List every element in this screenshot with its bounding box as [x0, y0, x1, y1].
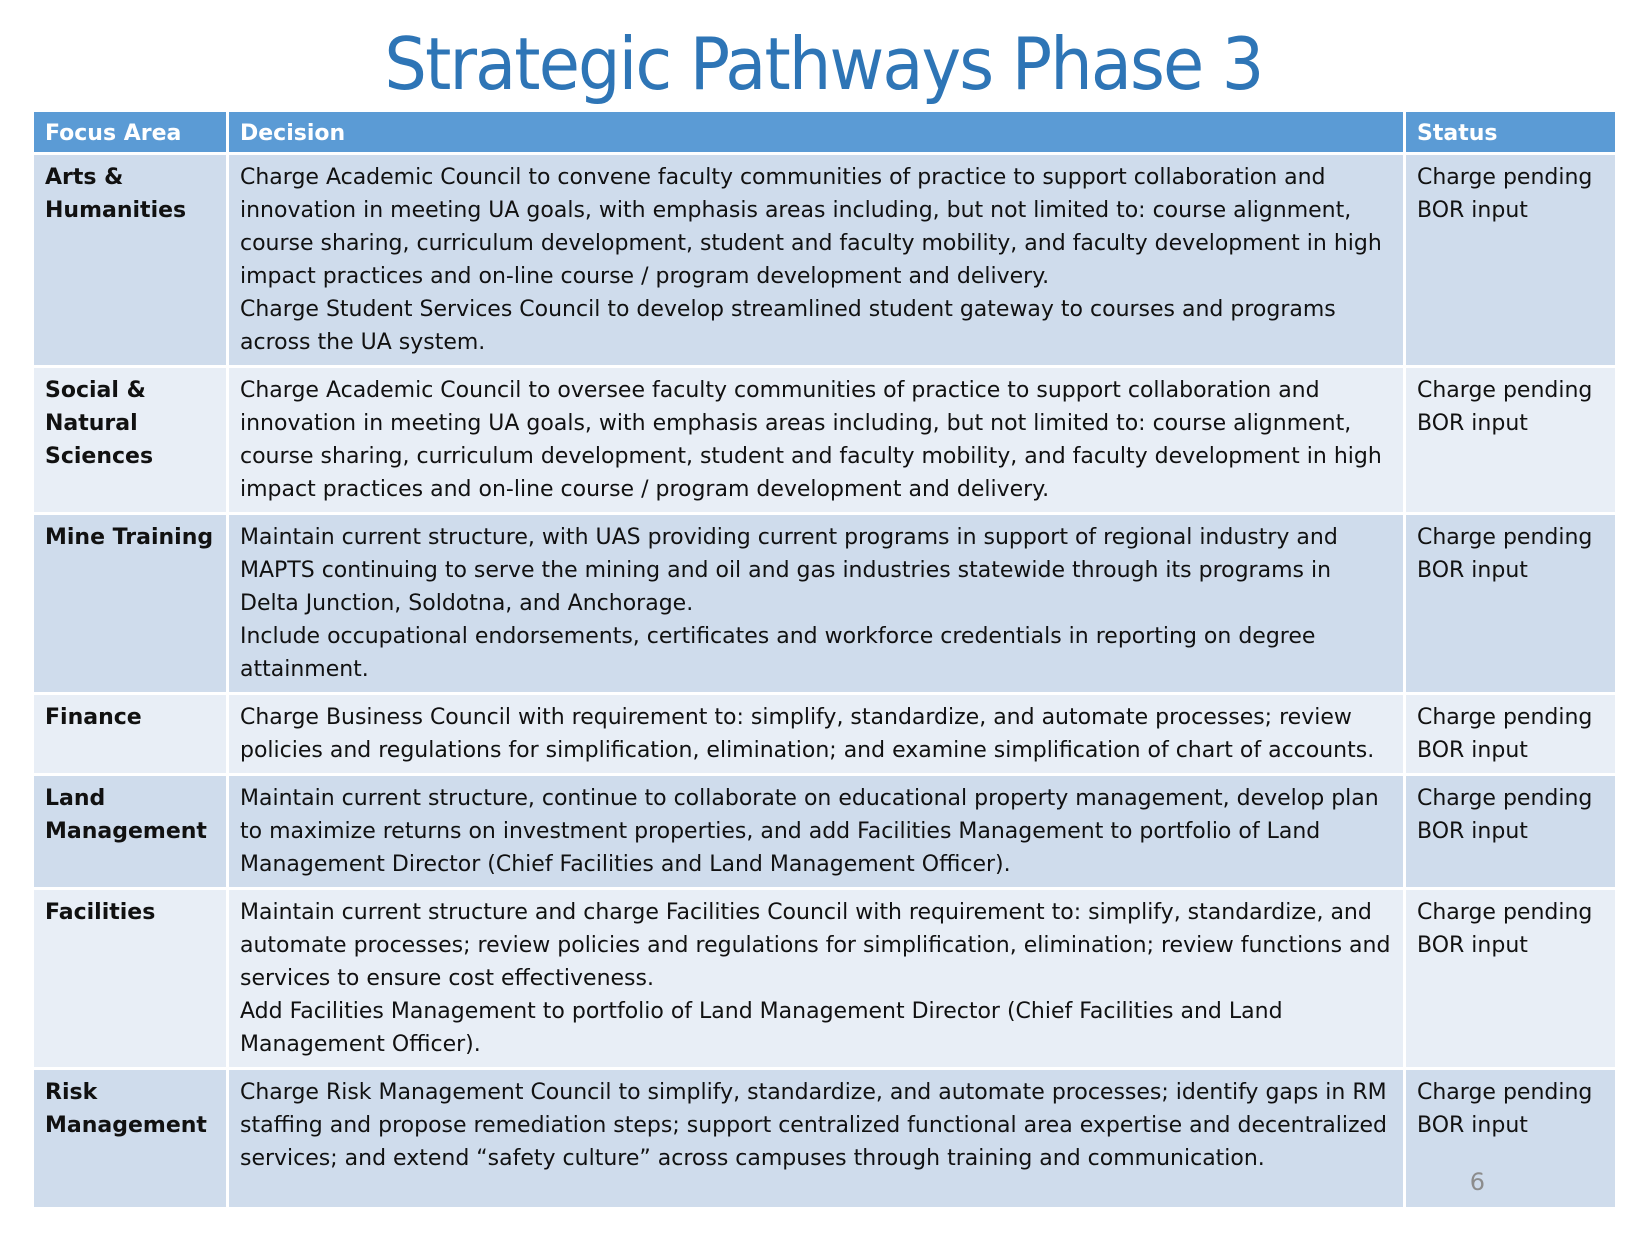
header-decision: Decision — [229, 112, 1406, 155]
decision-paragraph: Include occupational endorsements, certificates and workforce credentials in reporting on degree attainment. — [240, 624, 1316, 682]
page-number: 6 — [1469, 1168, 1485, 1196]
status-cell: Charge pending BOR input — [1406, 890, 1615, 1070]
table-row — [34, 890, 1615, 1070]
decision-cell — [229, 155, 1406, 368]
decision-paragraph: Maintain current structure, continue to collaborate on educational property management, develop plan to maximize returns on investment properties, and add Facilities Management to portfolio of Land Management Director (Chief Facilities and Land Management Officer). — [240, 786, 1379, 877]
decision-paragraph: Charge Academic Council to oversee faculty communities of practice to support collaboration and innovation in meeting UA goals, with emphasis areas including, but not limited to: course alignment, course sharing, curriculum development, student and faculty mobility, and faculty development in high impact practices and on-line course / program development and delivery. — [240, 378, 1382, 502]
decision-cell — [229, 515, 1406, 695]
decision-cell — [229, 695, 1406, 776]
status-cell: Charge pending BOR input — [1406, 368, 1615, 515]
focus-area-cell: Risk Management — [34, 1070, 229, 1210]
header-focus-area: Focus Area — [34, 112, 229, 155]
table-row — [34, 776, 1615, 890]
focus-area-cell: Finance — [34, 695, 229, 776]
decision-cell — [229, 1070, 1406, 1210]
decision-paragraph: Charge Student Services Council to develop streamlined student gateway to courses and programs across the UA system. — [240, 297, 1336, 355]
focus-area-cell: Arts & Humanities — [34, 155, 229, 368]
table-row — [34, 155, 1615, 368]
decision-cell — [229, 890, 1406, 1070]
focus-area-cell: Social & Natural Sciences — [34, 368, 229, 515]
decision-paragraph: Charge Business Council with requirement to: simplify, standardize, and automate processes; review policies and regulations for simplification, elimination; and examine simplification of chart of accounts. — [240, 705, 1375, 763]
table-row — [34, 515, 1615, 695]
decision-paragraph: Maintain current structure, with UAS providing current programs in support of regional industry and MAPTS continuing to serve the mining and oil and gas industries statewide through its programs in Delta Junction, Soldotna, and Anchorage. — [240, 525, 1338, 616]
decision-cell — [229, 368, 1406, 515]
status-cell: Charge pending BOR input — [1406, 515, 1615, 695]
decision-paragraph: Charge Risk Management Council to simplify, standardize, and automate processes; identify gaps in RM staffing and propose remediation steps; support centralized functional area expertise and decentralized services; and extend “safety culture” across campuses through training and communication. — [240, 1080, 1388, 1171]
focus-area-cell: Facilities — [34, 890, 229, 1070]
status-cell: Charge pending BOR input — [1406, 695, 1615, 776]
table-row — [34, 1070, 1615, 1210]
slide-title: Strategic Pathways Phase 3 — [384, 22, 1263, 106]
status-cell: Charge pending BOR input — [1406, 155, 1615, 368]
header-status: Status — [1406, 112, 1615, 155]
decisions-table — [34, 112, 1615, 1210]
decision-paragraph: Maintain current structure and charge Facilities Council with requirement to: simplify, standardize, and automate processes; review policies and regulations for simplification, elimination; review functions and services to ensure cost effectiveness. — [240, 900, 1391, 991]
decision-paragraph: Charge Academic Council to convene faculty communities of practice to support collaboration and innovation in meeting UA goals, with emphasis areas including, but not limited to: course alignment, course sharing, curriculum development, student and faculty mobility, and faculty development in high impact practices and on-line course / program development and delivery. — [240, 165, 1382, 289]
decision-cell — [229, 776, 1406, 890]
status-cell: Charge pending BOR input — [1406, 1070, 1615, 1210]
focus-area-cell: Land Management — [34, 776, 229, 890]
table-row — [34, 695, 1615, 776]
table-header-row — [34, 112, 1615, 155]
table-row — [34, 368, 1615, 515]
decision-paragraph: Add Facilities Management to portfolio of Land Management Director (Chief Facilities and Land Management Officer). — [240, 999, 1283, 1057]
focus-area-cell: Mine Training — [34, 515, 229, 695]
status-cell: Charge pending BOR input — [1406, 776, 1615, 890]
